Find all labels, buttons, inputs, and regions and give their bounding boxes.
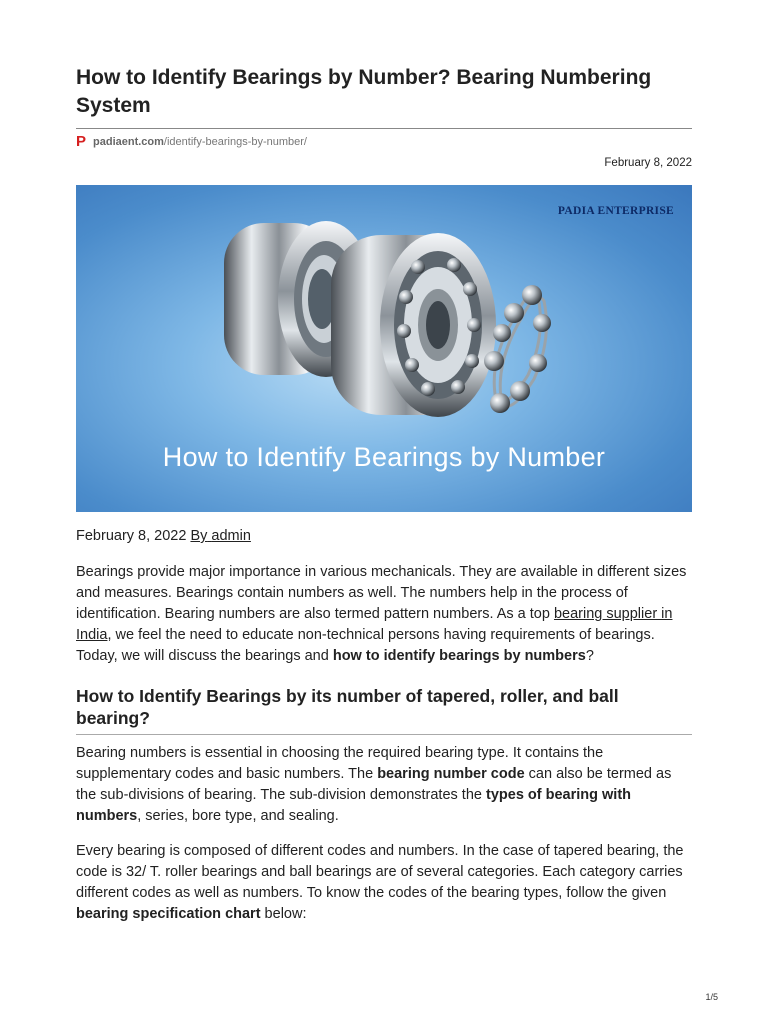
by-label: By (190, 528, 208, 544)
source-line (76, 133, 692, 150)
section-heading: How to Identify Bearings by its number of tapered, roller, and ball bearing? (76, 685, 692, 735)
article (76, 64, 692, 925)
author-link[interactable] (190, 528, 250, 544)
print-date: February 8, 2022 (604, 157, 692, 169)
intro-paragraph (76, 562, 692, 667)
source-domain[interactable]: padiaent.com (93, 136, 164, 148)
paragraph-2 (76, 743, 692, 827)
p2-text-1: Bearing numbers is essential in choosing the required bearing type. It contains the supplementary codes and basic numbers. The (76, 745, 604, 782)
author-name: admin (211, 528, 251, 544)
p2-text-3: , series, bore type, and sealing. (137, 808, 339, 824)
p1-text-1: Bearings provide major importance in various mechanicals. They are available in different sizes and measures. Bearings contain numbers as well. The numbers help in the process of identification. Bearing numbers are also termed pattern numbers. As a top (76, 564, 687, 622)
p2-bold-2: types of bearing with numbers (76, 787, 632, 824)
hero-image (76, 185, 692, 512)
middle-bearing-icon (331, 233, 496, 417)
p3-text-2: below: (260, 906, 307, 922)
post-meta (76, 528, 692, 544)
p2-text-2: can also be termed as the sub-divisions of bearing. The sub-division demonstrates the (76, 766, 672, 803)
post-date: February 8, 2022 (76, 528, 187, 544)
hero-caption: How to Identify Bearings by Number (162, 442, 606, 472)
page-title: How to Identify Bearings by Number? Bearing Numbering System (76, 64, 692, 129)
p3-text-1: Every bearing is composed of different codes and numbers. In the case of tapered bearing, the code is 32/ T. roller bearings and ball bearings are of several categories. Each category carries different codes as well as numbers. To know the codes of the bearing types, follow the given (76, 843, 684, 901)
p2-bold-1: bearing number code (377, 766, 525, 782)
p1-bold: how to identify bearings by numbers (332, 648, 586, 664)
source-path[interactable]: /identify-bearings-by-number/ (163, 136, 307, 148)
hero-brand: PADIA ENTERPRISE (557, 205, 674, 217)
p1-text-2: , we feel the need to educate non-technical persons having requirements of bearings. Today, we will discuss the bearings and (76, 627, 655, 664)
padia-logo-icon: P (76, 133, 87, 150)
p1-text-3: ? (585, 648, 594, 664)
page-number: 1/5 (705, 992, 718, 1002)
paragraph-3 (76, 841, 692, 925)
p3-bold-1: bearing specification chart (76, 906, 261, 922)
bearing-supplier-link[interactable]: bearing supplier in India (76, 606, 673, 643)
